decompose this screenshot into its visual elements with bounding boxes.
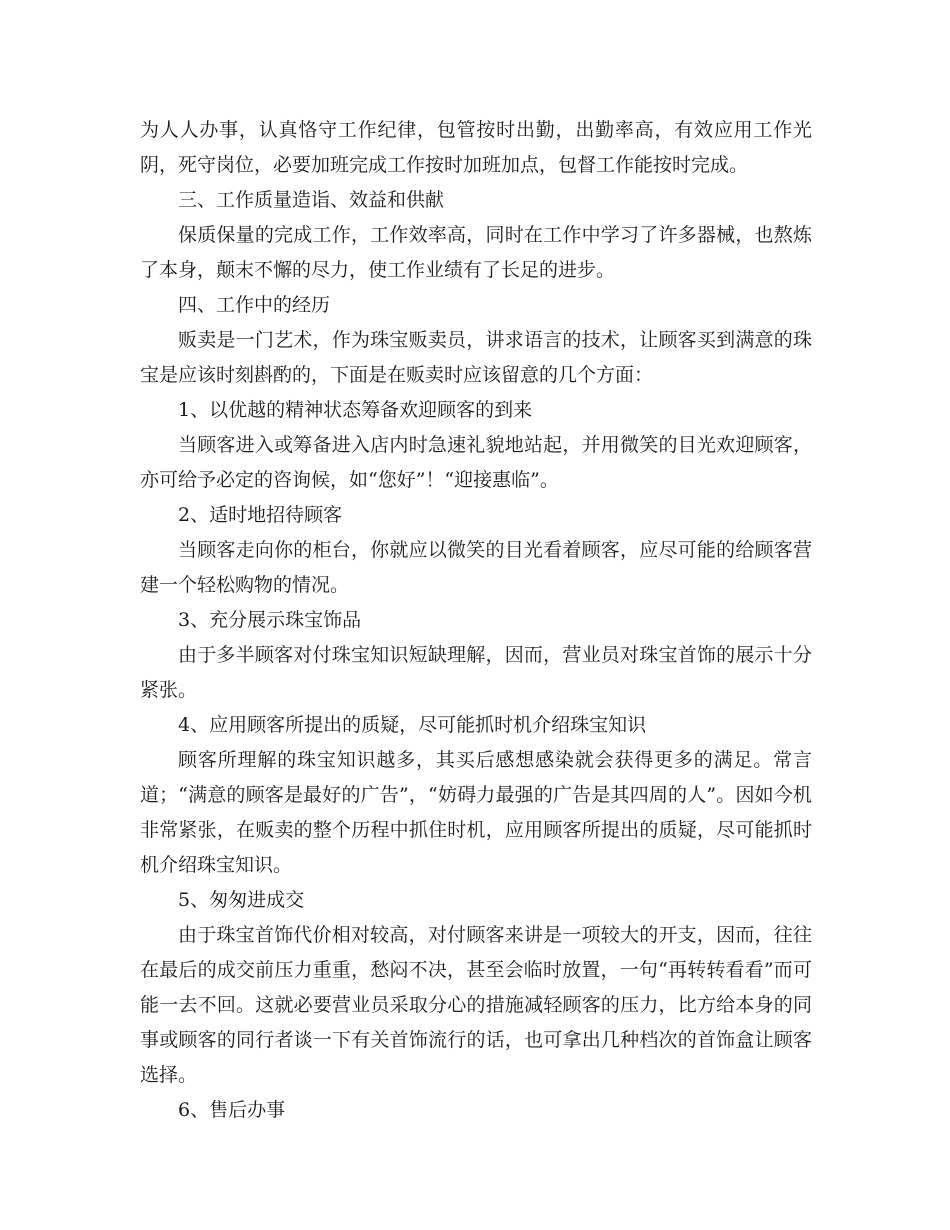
section-heading: 三、工作质量造诣、效益和供献 [178,189,445,211]
list-item-heading: 6、售后办事 [178,1099,286,1121]
paragraph: 顾客所理解的珠宝知识越多，其买后感想感染就会获得更多的满足。常言道；“满意的顾客是最好的广告”，“妨碍力最强的广告是其四周的人”。因如今机非常紧张，在贩卖的整个历程中抓住时机，应用顾客所提出的质疑，尽可能抓时机介绍珠宝知识。 [140,749,812,876]
document-body [140,113,812,1128]
paragraph: 由于多半顾客对付珠宝知识短缺理解，因而，营业员对珠宝首饰的展示十分紧张。 [140,644,812,701]
paragraph: 贩卖是一门艺术，作为珠宝贩卖员，讲求语言的技术，让顾客买到满意的珠宝是应该时刻斟酌的，下面是在贩卖时应该留意的几个方面： [140,329,812,386]
paragraph: 为人人办事，认真恪守工作纪律，包管按时出勤，出勤率高，有效应用工作光阴，死守岗位，必要加班完成工作按时加班加点，包督工作能按时完成。 [140,119,812,176]
list-item-heading: 4、应用顾客所提出的质疑，尽可能抓时机介绍珠宝知识 [178,714,647,736]
paragraph: 由于珠宝首饰代价相对较高，对付顾客来讲是一项较大的开支，因而，往往在最后的成交前压力重重，愁闷不决，甚至会临时放置，一句“再转转看看”而可能一去不回。这就必要营业员采取分心的措施减轻顾客的压力，比方给本身的同事或顾客的同行者谈一下有关首饰流行的话，也可拿出几种档次的首饰盒让顾客选择。 [140,924,812,1086]
list-item-heading: 2、适时地招待顾客 [178,504,343,526]
list-item-heading: 3、充分展示珠宝饰品 [178,609,362,631]
paragraph: 当顾客进入或筹备进入店内时急速礼貌地站起，并用微笑的目光欢迎顾客，亦可给予必定的咨询候，如“您好”！“迎接惠临”。 [140,434,812,491]
list-item-heading: 1、以优越的精神状态筹备欢迎顾客的到来 [178,399,533,421]
list-item-heading: 5、匆匆进成交 [178,889,305,911]
section-heading: 四、工作中的经历 [178,294,331,316]
paragraph: 保质保量的完成工作，工作效率高，同时在工作中学习了许多器械，也熬炼了本身，颠末不懈的尽力，使工作业绩有了长足的进步。 [140,224,812,281]
paragraph: 当顾客走向你的柜台，你就应以微笑的目光看着顾客，应尽可能的给顾客营建一个轻松购物的情况。 [140,539,812,596]
